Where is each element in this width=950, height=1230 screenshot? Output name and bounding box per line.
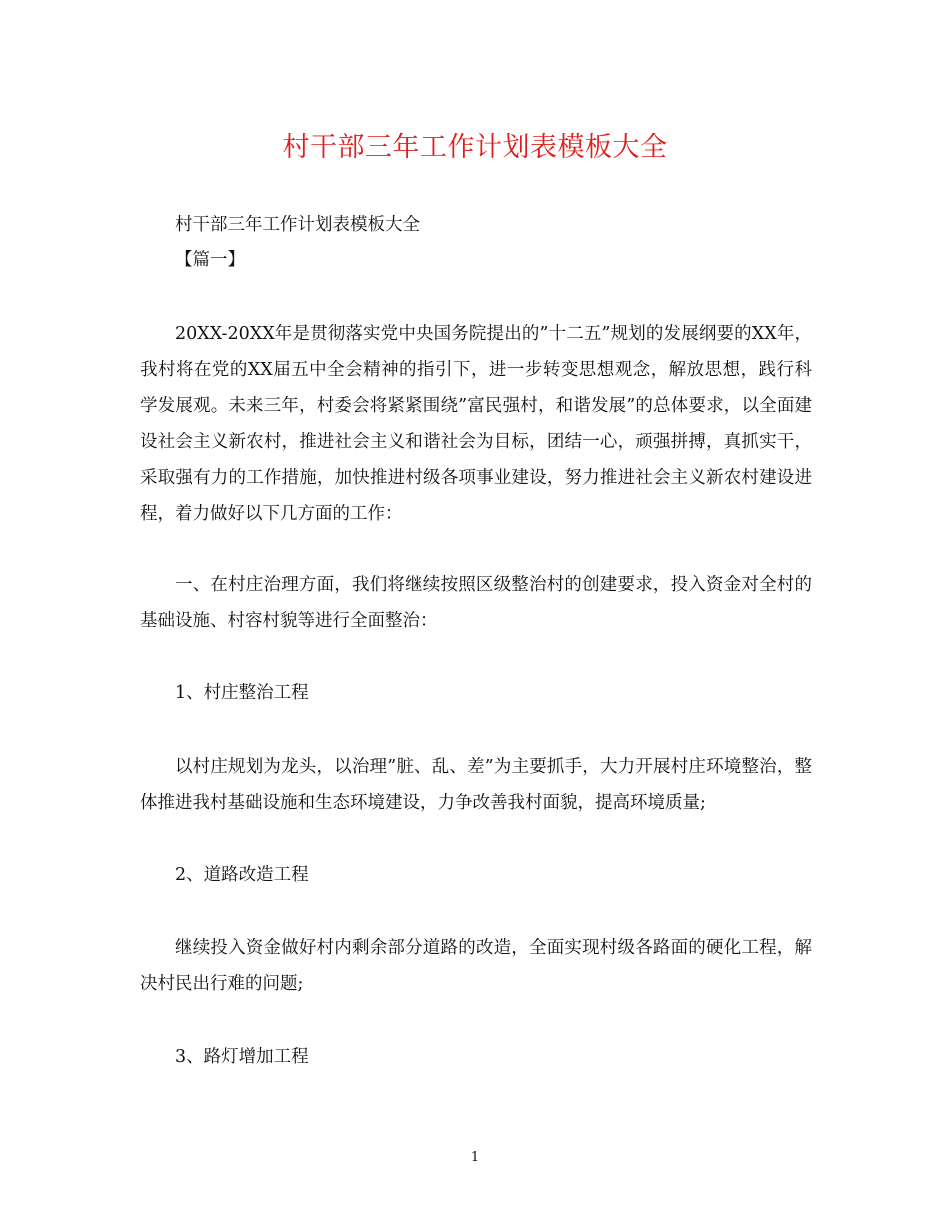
paragraph-village-governance: 一、在村庄治理方面，我们将继续按照区级整治村的创建要求，投入资金对全村的基础设施、村容村貌等进行全面整治：: [140, 575, 812, 631]
subtitle-line: 村干部三年工作计划表模板大全: [175, 215, 420, 235]
document-title: 村干部三年工作计划表模板大全: [282, 132, 668, 163]
heading-road-reconstruction: 2、道路改造工程: [175, 865, 309, 885]
paragraph-intro: 20XX-20XX年是贯彻落实党中央国务院提出的”十二五”规划的发展纲要的XX年，我村将在党的XX届五中全会精神的指引下，进一步转变思想观念，解放思想，践行科学发展观。未来三年，村委会将紧紧围绕”富民强村，和谐发展”的总体要求，以全面建设社会主义新农村，推进社会主义和谐社会为目标，团结一心，顽强拼搏，真抓实干，采取强有力的工作措施，加快推进村级各项事业建设，努力推进社会主义新农村建设进程，着力做好以下几方面的工作：: [140, 324, 812, 524]
heading-village-improvement: 1、村庄整治工程: [175, 683, 309, 703]
section-label: 【篇一】: [175, 250, 245, 270]
paragraph-village-improvement: 以村庄规划为龙头，以治理”脏、乱、差”为主要抓手，大力开展村庄环境整治，整体推进我村基础设施和生态环境建设，力争改善我村面貌，提高环境质量;: [140, 757, 812, 813]
page-number: 1: [470, 1150, 480, 1165]
paragraph-road-reconstruction: 继续投入资金做好村内剩余部分道路的改造，全面实现村级各路面的硬化工程，解决村民出行难的问题;: [140, 938, 812, 994]
heading-streetlight-addition: 3、路灯增加工程: [175, 1047, 309, 1067]
